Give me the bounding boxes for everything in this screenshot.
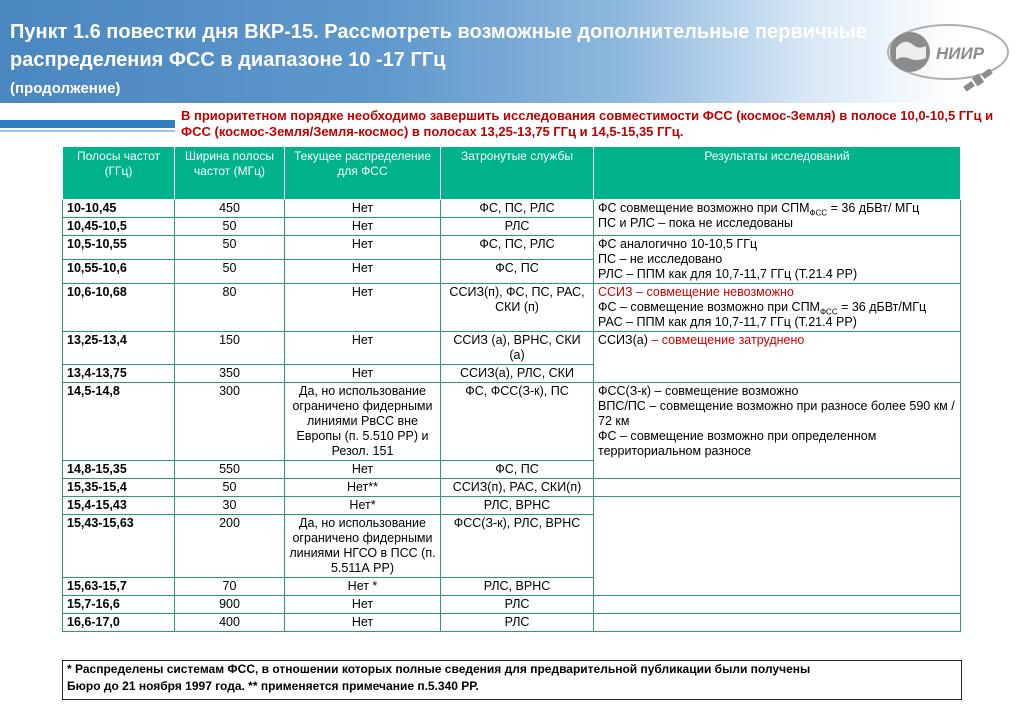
cell-band: 10,5-10,55: [63, 236, 175, 260]
cell-width: 200: [175, 515, 285, 578]
cell-services: РЛС: [441, 218, 594, 236]
footnote: [62, 660, 962, 700]
cell-services: ФС, ПС, РЛС: [441, 200, 594, 218]
table-row: [63, 614, 961, 632]
cell-width: 50: [175, 260, 285, 284]
col-header-width: Ширина полосы частот (МГц): [175, 147, 285, 200]
cell-width: 70: [175, 578, 285, 596]
col-header-current: Текущее распределение для ФСС: [285, 147, 441, 200]
table-header-row: [63, 147, 961, 200]
cell-services: ССИЗ(п), РАС, СКИ(п): [441, 479, 594, 497]
cell-band: 10,55-10,6: [63, 260, 175, 284]
cell-band: 10-10,45: [63, 200, 175, 218]
cell-width: 550: [175, 461, 285, 479]
cell-results-empty: [594, 596, 961, 614]
cell-band: 10,6-10,68: [63, 284, 175, 332]
cell-current: Нет**: [285, 479, 441, 497]
cell-width: 150: [175, 332, 285, 365]
result-text: ВПС/ПС – совмещение возможно при разносе более 590 км / 72 км: [598, 399, 955, 428]
col-header-services: Затронутые службы: [441, 147, 594, 200]
cell-width: 80: [175, 284, 285, 332]
svg-text:НИИР: НИИР: [936, 44, 985, 63]
cell-services: ФСС(З-к), РЛС, ВРНС: [441, 515, 594, 578]
result-text: РАС – ППМ как для 10,7-11,7 ГГц (Т.21.4 РР): [598, 315, 857, 329]
cell-current: Нет: [285, 200, 441, 218]
cell-current: Нет: [285, 284, 441, 332]
cell-band: 14,8-15,35: [63, 461, 175, 479]
cell-results: [594, 236, 961, 284]
cell-current: Да, но использование ограничено фидерными линиями НГСО в ПСС (п. 5.511А РР): [285, 515, 441, 578]
cell-current: Нет: [285, 236, 441, 260]
priority-note: В приоритетном порядке необходимо завершить исследования совместимости ФСС (космос-Земля) в полосе 10,0-10,5 ГГц и ФСС (космос-Земля/Земля-космос) в полосах 13,25-13,75 ГГц и 14,5-15,35 ГГц.: [181, 108, 994, 139]
table-row: [63, 332, 961, 365]
cell-width: 50: [175, 236, 285, 260]
cell-services: ССИЗ(п), ФС, ПС, РАС, СКИ (п): [441, 284, 594, 332]
cell-services: РЛС, ВРНС: [441, 578, 594, 596]
table-row: [63, 479, 961, 497]
cell-current: Нет: [285, 365, 441, 383]
cell-services: ФС, ПС: [441, 461, 594, 479]
cell-results: [594, 284, 961, 332]
cell-results: [594, 383, 961, 479]
cell-band: 15,63-15,7: [63, 578, 175, 596]
table-row: [63, 497, 961, 515]
result-text: ФС – совмещение возможно при определенном территориальном разносе: [598, 429, 877, 458]
cell-band: 15,35-15,4: [63, 479, 175, 497]
cell-width: 350: [175, 365, 285, 383]
cell-width: 450: [175, 200, 285, 218]
result-text: ССИЗ(а): [598, 333, 652, 347]
cell-services: ССИЗ (а), ВРНС, СКИ (а): [441, 332, 594, 365]
result-text: ФС – совмещение возможно при СПМ: [598, 300, 820, 314]
cell-current: Нет *: [285, 578, 441, 596]
result-text-red: – совмещение затруднено: [651, 333, 805, 347]
header-stripe-thin: [0, 130, 175, 132]
cell-results: [594, 200, 961, 236]
cell-current: Нет: [285, 461, 441, 479]
cell-width: 300: [175, 383, 285, 461]
col-header-band: Полосы частот (ГГц): [63, 147, 175, 200]
result-text: ФС аналогично 10-10,5 ГГц: [598, 237, 758, 251]
cell-band: 15,7-16,6: [63, 596, 175, 614]
table-row: [63, 383, 961, 461]
cell-band: 16,6-17,0: [63, 614, 175, 632]
cell-band: 13,25-13,4: [63, 332, 175, 365]
result-text: ПС и РЛС – пока не исследованы: [598, 216, 793, 230]
cell-band: 15,4-15,43: [63, 497, 175, 515]
result-text-red: ССИЗ – совмещение невозможно: [598, 285, 794, 299]
result-subscript: ФСС: [809, 208, 828, 218]
cell-band: 15,43-15,63: [63, 515, 175, 578]
result-subscript: ФСС: [819, 307, 838, 317]
cell-width: 900: [175, 596, 285, 614]
cell-width: 400: [175, 614, 285, 632]
col-header-results: Результаты исследований: [594, 147, 961, 200]
header-stripe: [0, 120, 175, 128]
cell-current: Нет*: [285, 497, 441, 515]
cell-current: Нет: [285, 614, 441, 632]
footnote-line-1: * Распределены системам ФСС, в отношении которых полные сведения для предварительной публикации были получены: [67, 662, 811, 676]
cell-services: ССИЗ(а), РЛС, СКИ: [441, 365, 594, 383]
cell-services: РЛС: [441, 596, 594, 614]
result-text: ФСС(З-к) – совмещение возможно: [598, 384, 799, 398]
cell-current: Нет: [285, 596, 441, 614]
result-text: ПС – не исследовано: [598, 252, 723, 266]
cell-band: 13,4-13,75: [63, 365, 175, 383]
page-title: Пункт 1.6 повестки дня ВКР-15. Рассмотреть возможные дополнительные первичные распределения ФСС в диапазоне 10 -17 ГГц: [10, 21, 867, 71]
cell-current: Нет: [285, 218, 441, 236]
result-text: = 36 дБВт/МГц: [837, 300, 927, 314]
cell-current: Нет: [285, 332, 441, 365]
cell-band: 10,45-10,5: [63, 218, 175, 236]
cell-current: Нет: [285, 260, 441, 284]
cell-services: РЛС, ВРНС: [441, 497, 594, 515]
cell-services: ФС, ПС, РЛС: [441, 236, 594, 260]
frequency-table: [62, 146, 961, 632]
niir-logo: [882, 18, 1014, 94]
cell-services: ФС, ФСС(З-к), ПС: [441, 383, 594, 461]
cell-results: [594, 332, 961, 383]
cell-services: ФС, ПС: [441, 260, 594, 284]
cell-width: 50: [175, 479, 285, 497]
cell-band: 14,5-14,8: [63, 383, 175, 461]
cell-results-empty: [594, 497, 961, 596]
result-text: = 36 дБВт/ МГц: [827, 201, 920, 215]
cell-current: Да, но использование ограничено фидерными линиями РвСС вне Европы (п. 5.510 РР) и Резол. 151: [285, 383, 441, 461]
result-text: РЛС – ППМ как для 10,7-11,7 ГГц (Т.21.4 РР): [598, 267, 858, 281]
table-row: [63, 200, 961, 218]
table-row: [63, 236, 961, 260]
result-text: ФС совмещение возможно при СПМ: [598, 201, 810, 215]
cell-results-empty: [594, 479, 961, 497]
cell-width: 50: [175, 218, 285, 236]
footnote-line-2: Бюро до 21 ноября 1997 года. ** применяется примечание п.5.340 РР.: [67, 679, 479, 693]
page-subtitle: (продолжение): [10, 80, 121, 97]
cell-results-empty: [594, 614, 961, 632]
cell-width: 30: [175, 497, 285, 515]
table-row: [63, 596, 961, 614]
table-row: [63, 284, 961, 332]
cell-services: РЛС: [441, 614, 594, 632]
